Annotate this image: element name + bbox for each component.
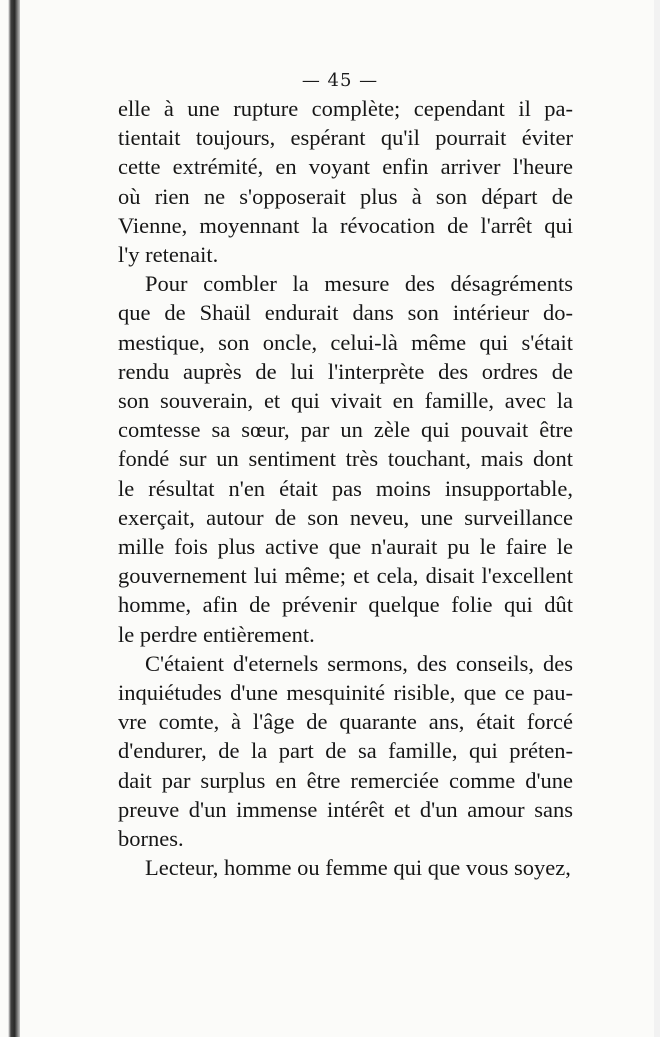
paragraph [118,269,573,649]
text-line: mestique, son oncle, celui-là même qui s'était [118,329,573,355]
page-number: — 45 — [301,70,379,91]
text-line: vre comte, à l'âge de quarante ans, était forcé [118,709,573,735]
text-line: Lecteur, homme ou femme qui que vous soyez, [145,855,571,881]
text-line: cette extrémité, en voyant enfin arriver l'heure [118,154,573,180]
text-line: Pour combler la mesure des désagréments [145,271,573,297]
text-line: bornes. [118,826,184,852]
paragraph [118,649,573,853]
page-right-margin [654,0,660,1037]
text-line: Vienne, moyennant la révocation de l'arrêt qui [118,212,573,238]
text-line: exerçait, autour de son neveu, une surveillance [118,504,573,530]
text-line: le perdre entièrement. [118,621,315,647]
paragraph [118,853,573,882]
text-line: le résultat n'en était pas moins insupportable, [118,475,573,501]
text-line: inquiétudes d'une mesquinité risible, que ce pau- [118,680,573,706]
body-text [118,94,573,882]
text-line: son souverain, et qui vivait en famille, avec la [118,388,573,414]
text-line: preuve d'un immense intérêt et d'un amour sans [118,796,573,822]
text-line: tientait toujours, espérant qu'il pourrait éviter [118,125,573,151]
text-line: rendu auprès de lui l'interprète des ordres de [118,358,573,384]
text-line: d'endurer, de la part de sa famille, qui préten- [118,738,573,764]
text-line: que de Shaül endurait dans son intérieur do- [118,300,573,326]
text-line: dait par surplus en être remerciée comme d'une [118,767,573,793]
text-line: où rien ne s'opposerait plus à son départ de [118,183,573,209]
text-line: l'y retenait. [118,242,219,268]
text-line: homme, afin de prévenir quelque folie qui dût [118,592,573,618]
text-line: elle à une rupture complète; cependant il pa- [118,96,573,121]
text-line: mille fois plus active que n'aurait pu le faire le [118,534,573,560]
text-line: C'étaient d'eternels sermons, des conseils, des [145,650,573,676]
text-line: gouvernement lui même; et cela, disait l'excellent [118,563,573,589]
text-line: comtesse sa sœur, par un zèle qui pouvait être [118,417,573,443]
page-binding-edge [8,0,20,1037]
paragraph [118,94,573,269]
text-line: fondé sur un sentiment très touchant, mais dont [118,446,573,472]
